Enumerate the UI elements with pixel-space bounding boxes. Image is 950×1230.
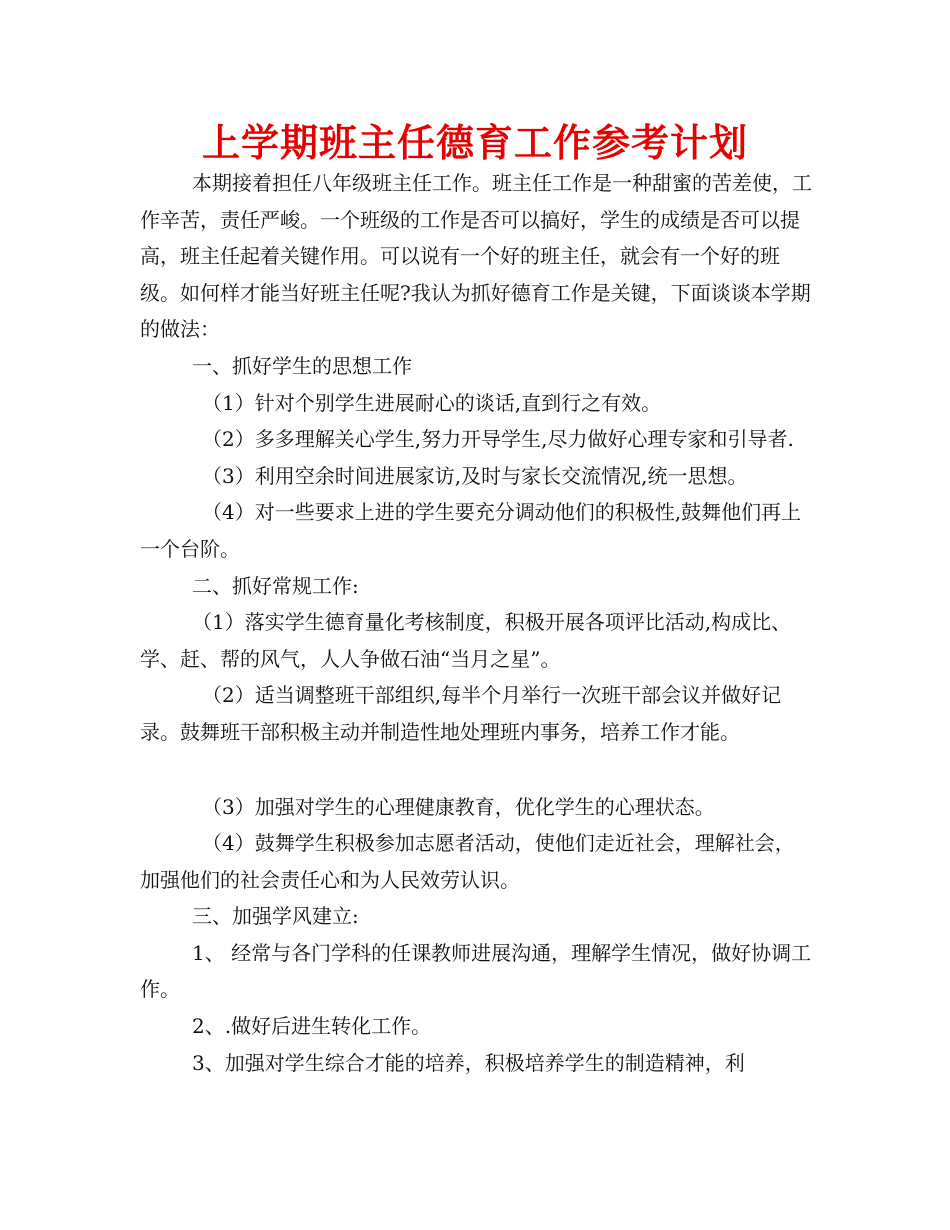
section-heading-2: 二、抓好常规工作: — [192, 573, 359, 598]
list-item: 2、.做好后进生转化工作。 — [192, 1014, 432, 1039]
list-item: （2）多多理解关心学生,努力开导学生,尽力做好心理专家和引导者. — [202, 427, 794, 452]
list-item: 3、加强对学生综合才能的培养，积极培养学生的制造精神，利 — [192, 1050, 745, 1075]
section-heading-1: 一、抓好学生的思想工作 — [192, 353, 412, 378]
intro-paragraph: 本期接着担任八年级班主任工作。班主任工作是一种甜蜜的苦差使，工作辛苦，责任严峻。一个班级的工作是否可以搞好，学生的成绩是否可以提高，班主任起着关键作用。可以说有一个好的班主任，就会有一个好的班级。如何样才能当好班主任呢?我认为抓好德育工作是关键，下面谈谈本学期的做法： — [140, 171, 812, 342]
list-item: （1）落实学生德育量化考核制度，积极开展各项评比活动,构成比、学、赶、帮的风气，人人争做石油“当月之星”。 — [140, 610, 792, 671]
list-item: （4）对一些要求上进的学生要充分调动他们的积极性,鼓舞他们再上一个台阶。 — [140, 500, 802, 561]
list-item: （1）针对个别学生进展耐心的谈话,直到行之有效。 — [202, 390, 662, 415]
list-item: （4）鼓舞学生积极参加志愿者活动，使他们走近社会，理解社会，加强他们的社会责任心和为人民效劳认识。 — [140, 831, 795, 892]
list-item: （3）利用空余时间进展家访,及时与家长交流情况,统一思想。 — [202, 463, 748, 488]
document-body — [140, 165, 812, 1081]
section-heading-3: 三、加强学风建立: — [192, 904, 359, 929]
document-title: 上学期班主任德育工作参考计划 — [201, 121, 748, 165]
list-item: （3）加强对学生的心理健康教育，优化学生的心理状态。 — [202, 794, 715, 819]
blank-line — [140, 751, 812, 789]
list-item: 1、 经常与各门学科的任课教师进展沟通，理解学生情况，做好协调工作。 — [140, 940, 812, 1002]
list-item: （2）适当调整班干部组织,每半个月举行一次班干部会议并做好记录。鼓舞班干部积极主动并制造性地处理班内事务，培养工作才能。 — [140, 683, 782, 744]
